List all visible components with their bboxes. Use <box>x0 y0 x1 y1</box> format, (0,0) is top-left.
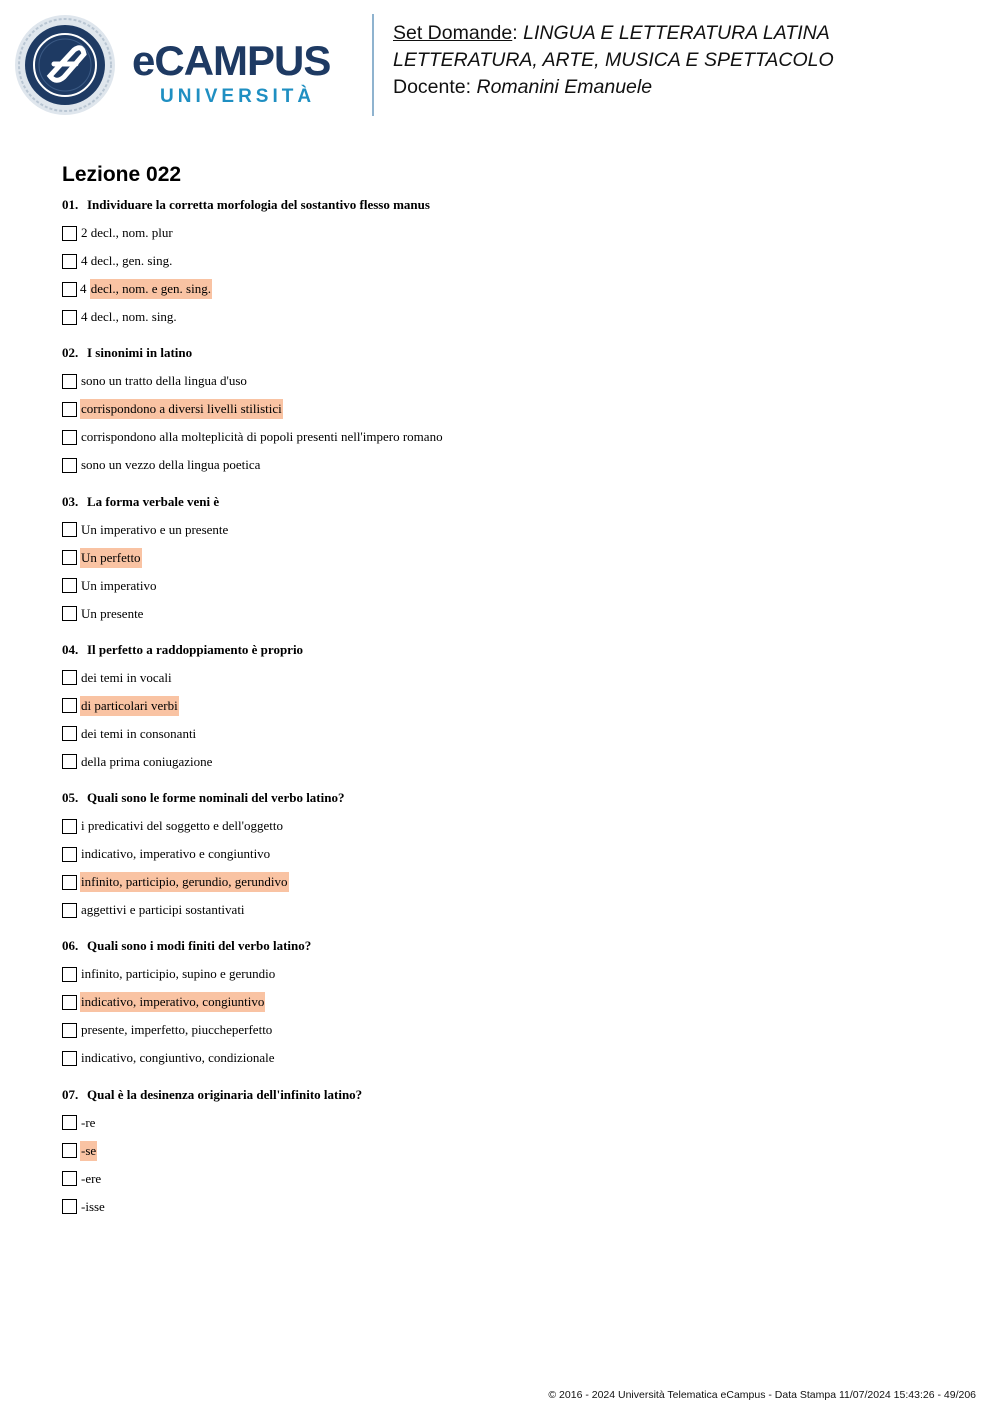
answer-checkbox[interactable] <box>62 995 77 1010</box>
question-block <box>62 493 962 628</box>
teacher-label: Docente: <box>393 76 472 98</box>
question-text <box>62 641 962 658</box>
answer-checkbox[interactable] <box>62 226 77 241</box>
question-text <box>62 1086 962 1103</box>
question-number: 05. <box>62 790 79 806</box>
question-text <box>62 937 962 954</box>
question-number: 03. <box>62 493 79 509</box>
answer-checkbox[interactable] <box>62 670 77 685</box>
answer-option[interactable] <box>62 988 962 1016</box>
question-label: La forma verbale veni è <box>87 493 220 509</box>
question-label: Individuare la corretta morfologia del sostantivo flesso manus <box>87 197 430 212</box>
brand-subtitle: UNIVERSITÀ <box>160 86 316 107</box>
question-block <box>62 937 962 1072</box>
answer-checkbox[interactable] <box>62 458 77 473</box>
answer-text: indicativo, imperativo e congiuntivo <box>81 846 271 862</box>
answer-text: 4 decl., gen. sing. <box>81 253 173 268</box>
question-number: 02. <box>62 345 79 361</box>
course-info <box>393 20 834 101</box>
answer-text: dei temi in consonanti <box>81 725 197 741</box>
answer-text-highlighted: indicativo, imperativo, congiuntivo <box>80 992 265 1012</box>
set-label: Set Domande <box>393 22 513 44</box>
answer-checkbox[interactable] <box>62 819 77 834</box>
answer-option[interactable] <box>62 868 962 896</box>
answer-text: aggettivi e participi sostantivati <box>81 902 245 918</box>
page-header <box>0 0 1000 130</box>
question-number: 01. <box>62 197 79 212</box>
answer-option[interactable] <box>62 275 962 303</box>
answer-option[interactable] <box>62 840 962 868</box>
answer-text: 4 decl., nom. sing. <box>81 309 177 324</box>
teacher-name: Romanini Emanuele <box>476 76 653 98</box>
answer-text: della prima coniugazione <box>81 753 213 769</box>
answer-text-highlighted: -se <box>80 1141 97 1161</box>
answer-option[interactable] <box>62 219 962 247</box>
answer-text: Un imperativo e un presente <box>81 521 229 537</box>
answer-option[interactable] <box>62 720 962 748</box>
answer-checkbox[interactable] <box>62 903 77 918</box>
answer-checkbox[interactable] <box>62 1023 77 1038</box>
question-label: Qual è la desinenza originaria dell'infinito latino? <box>87 1086 363 1102</box>
answer-text: indicativo, congiuntivo, condizionale <box>81 1050 275 1066</box>
answer-option[interactable] <box>62 664 962 692</box>
question-block <box>62 789 962 924</box>
answer-option[interactable] <box>62 1044 962 1072</box>
ecampus-wordmark-logo <box>132 38 362 114</box>
answer-prefix: 4 <box>80 281 90 296</box>
answer-option[interactable] <box>62 812 962 840</box>
answer-option[interactable] <box>62 572 962 600</box>
question-block <box>62 1086 962 1221</box>
lesson-title: Lezione 022 <box>62 163 182 186</box>
answer-text: Un presente <box>81 605 144 621</box>
answer-checkbox[interactable] <box>62 310 77 325</box>
answer-option[interactable] <box>62 1165 962 1193</box>
header-divider <box>372 14 374 116</box>
answer-checkbox[interactable] <box>62 282 77 297</box>
answer-option[interactable] <box>62 1109 962 1137</box>
question-block <box>62 344 962 479</box>
answer-option[interactable] <box>62 1193 962 1221</box>
answer-checkbox[interactable] <box>62 254 77 269</box>
answer-option[interactable] <box>62 451 962 479</box>
answer-checkbox[interactable] <box>62 1115 77 1130</box>
answer-text-highlighted: corrispondono a diversi livelli stilistici <box>80 399 283 419</box>
answer-text: sono un tratto della lingua d'uso <box>81 373 247 389</box>
answer-option[interactable] <box>62 1137 962 1165</box>
answer-checkbox[interactable] <box>62 1143 77 1158</box>
question-text <box>62 344 962 361</box>
teacher-line <box>393 74 834 101</box>
answer-text: -ere <box>81 1170 102 1186</box>
answer-option[interactable] <box>62 367 962 395</box>
answer-checkbox[interactable] <box>62 726 77 741</box>
answer-checkbox[interactable] <box>62 698 77 713</box>
answer-option[interactable] <box>62 896 962 924</box>
answer-option[interactable] <box>62 395 962 423</box>
subject-line-2: LETTERATURA, ARTE, MUSICA E SPETTACOLO <box>393 49 834 71</box>
answer-option[interactable] <box>62 1016 962 1044</box>
answer-text-highlighted: di particolari verbi <box>80 696 179 716</box>
question-label: Quali sono i modi finiti del verbo latino? <box>87 938 312 954</box>
answer-text: -isse <box>81 1198 105 1214</box>
answer-checkbox[interactable] <box>62 430 77 445</box>
ecampus-seal-logo-icon <box>14 14 116 116</box>
answer-text: Un imperativo <box>81 577 157 593</box>
question-label: I sinonimi in latino <box>87 345 193 361</box>
question-text <box>62 789 962 806</box>
answer-option[interactable] <box>62 600 962 628</box>
answer-text-highlighted: infinito, participio, gerundio, gerundivo <box>80 872 289 892</box>
answer-option[interactable] <box>62 748 962 776</box>
set-line: Set Domande: LINGUA E LETTERATURA LATINA <box>393 22 830 44</box>
subject-line-1: LINGUA E LETTERATURA LATINA <box>523 22 830 44</box>
answer-checkbox[interactable] <box>62 374 77 389</box>
answer-checkbox[interactable] <box>62 1051 77 1066</box>
question-list <box>62 196 962 1234</box>
question-block <box>62 641 962 776</box>
answer-option[interactable] <box>62 423 962 451</box>
answer-checkbox[interactable] <box>62 606 77 621</box>
answer-text: infinito, participio, supino e gerundio <box>81 966 276 982</box>
answer-text: corrispondono alla molteplicità di popoli presenti nell'impero romano <box>81 429 443 445</box>
answer-text: sono un vezzo della lingua poetica <box>81 457 261 473</box>
answer-checkbox[interactable] <box>62 550 77 565</box>
answer-checkbox[interactable] <box>62 1199 77 1214</box>
answer-checkbox[interactable] <box>62 1171 77 1186</box>
answer-option[interactable] <box>62 544 962 572</box>
answer-text-highlighted: decl., nom. e gen. sing. <box>90 279 212 299</box>
question-text <box>62 493 962 510</box>
answer-text: presente, imperfetto, piuccheperfetto <box>81 1022 273 1038</box>
answer-text: -re <box>81 1114 96 1130</box>
question-number: 06. <box>62 938 79 954</box>
question-label: Quali sono le forme nominali del verbo latino? <box>87 790 345 806</box>
question-number: 04. <box>62 641 79 657</box>
answer-text: 2 decl., nom. plur <box>81 225 173 240</box>
answer-text-highlighted: Un perfetto <box>80 548 142 568</box>
answer-checkbox[interactable] <box>62 522 77 537</box>
answer-checkbox[interactable] <box>62 847 77 862</box>
brand-name: eCAMPUS <box>132 37 331 84</box>
answer-checkbox[interactable] <box>62 754 77 769</box>
question-label: Il perfetto a raddoppiamento è proprio <box>87 641 304 657</box>
page-footer: © 2016 - 2024 Università Telematica eCampus - Data Stampa 11/07/2024 15:43:26 - 49/206 <box>548 1389 976 1401</box>
answer-checkbox[interactable] <box>62 875 77 890</box>
answer-checkbox[interactable] <box>62 578 77 593</box>
question-number: 07. <box>62 1086 79 1102</box>
answer-option[interactable] <box>62 303 962 331</box>
answer-text: dei temi in vocali <box>81 669 172 685</box>
question-text <box>62 196 962 213</box>
answer-checkbox[interactable] <box>62 967 77 982</box>
answer-text: i predicativi del soggetto e dell'oggetto <box>81 818 283 834</box>
answer-option[interactable] <box>62 960 962 988</box>
answer-option[interactable] <box>62 247 962 275</box>
answer-option[interactable] <box>62 516 962 544</box>
question-block <box>62 196 962 331</box>
answer-option[interactable] <box>62 692 962 720</box>
answer-checkbox[interactable] <box>62 402 77 417</box>
